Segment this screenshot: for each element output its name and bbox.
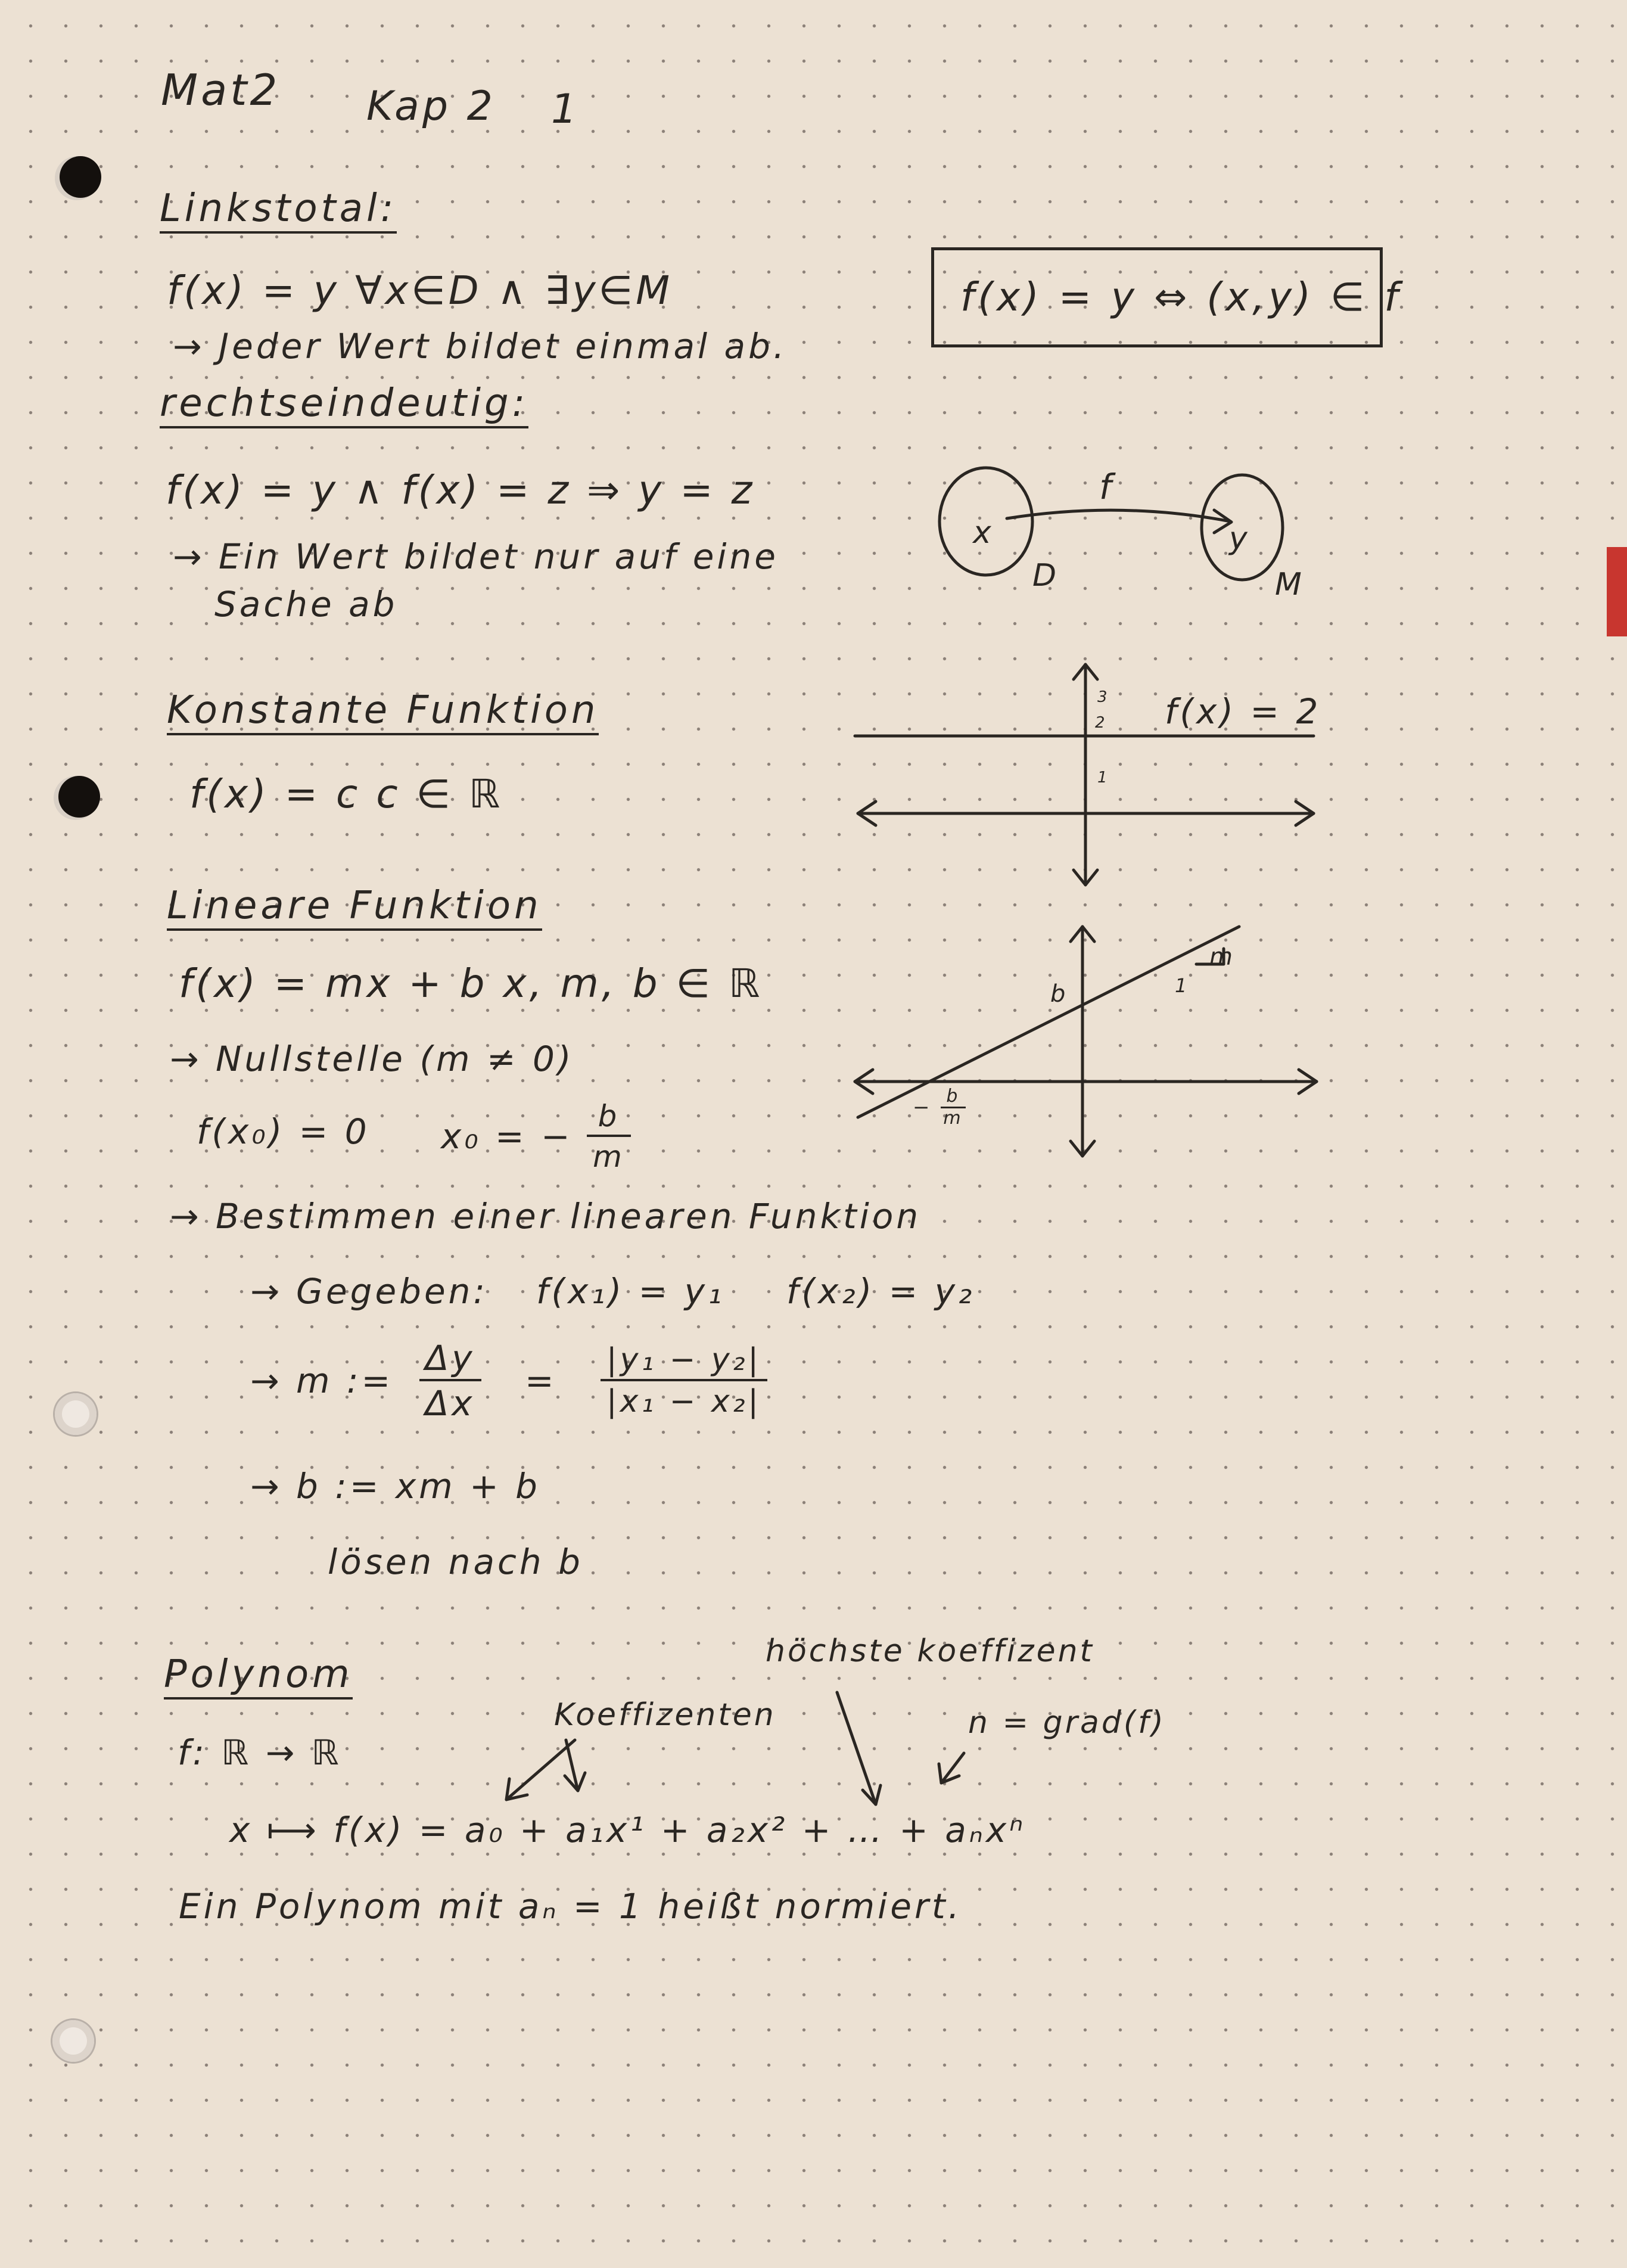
punch-hole <box>55 1393 97 1435</box>
linkstotal-note: → Jeder Wert bildet einmal ab. <box>173 326 788 366</box>
chapter-title: Kap 2 <box>366 83 496 130</box>
solve-for-b: lösen nach b <box>328 1542 583 1582</box>
graph-root-fraction <box>941 1088 965 1127</box>
tick-2: 2 <box>1095 714 1105 732</box>
slope-prefix: → m := <box>250 1360 394 1401</box>
slope-definition <box>250 1338 767 1424</box>
label-coefficients: Koeffizenten <box>554 1697 776 1733</box>
heading-konstante-funktion: Konstante Funktion <box>167 691 599 735</box>
index-tab <box>1607 547 1627 636</box>
punch-hole <box>52 2020 94 2062</box>
mapping-arrow-label: f <box>1099 467 1115 507</box>
domain-element: x <box>973 515 994 551</box>
root-fraction-denominator: m <box>593 1139 625 1174</box>
slope-denominator-abs: |x₁ − x₂| <box>606 1384 761 1419</box>
graph-root-denominator: m <box>943 1108 963 1129</box>
codomain-element: y <box>1229 521 1250 557</box>
label-leading-coefficient: höchste koeffizent <box>766 1633 1094 1669</box>
arrow-to-leading <box>837 1692 876 1804</box>
root-fraction-numerator: b <box>587 1101 631 1137</box>
page-number: 1 <box>551 86 580 133</box>
slope-denominator: Δx <box>425 1383 475 1424</box>
graph-root-label <box>913 1088 966 1127</box>
constant-graph-label: f(x) = 2 <box>1165 691 1321 732</box>
graph-intercept-label: b <box>1050 980 1068 1008</box>
graph-root-minus: − <box>913 1095 932 1120</box>
graph-slope-label: m <box>1209 943 1235 971</box>
graph-run-label: 1 <box>1175 974 1190 997</box>
label-degree: n = grad(f) <box>968 1705 1166 1741</box>
polynom-annotation-arrows <box>477 1669 1013 1847</box>
heading-lineare-funktion: Lineare Funktion <box>167 887 542 931</box>
slope-numerator-abs: |y₁ − y₂| <box>601 1344 767 1381</box>
intercept-definition: → b := xm + b <box>250 1466 540 1506</box>
polynom-mapping: f: ℝ → ℝ <box>178 1732 342 1773</box>
polynom-definition: x ⟼ f(x) = a₀ + a₁x¹ + a₂x² + … + aₙxⁿ <box>229 1810 1026 1850</box>
root-equation-left: f(x₀) = 0 <box>197 1111 370 1152</box>
slope-fraction <box>419 1338 481 1424</box>
given-point-1: f(x₁) = y₁ <box>536 1271 725 1312</box>
codomain-label: M <box>1275 567 1304 602</box>
heading-polynom: Polynom <box>164 1655 353 1700</box>
domain-label: D <box>1032 558 1059 594</box>
course-title: Mat2 <box>161 65 281 115</box>
linkstotal-formula: f(x) = y ∀x∈D ∧ ∃y∈M <box>167 268 673 313</box>
rechtseindeutig-note-line2: Sache ab <box>214 584 398 625</box>
graph-root-numerator: b <box>941 1088 965 1108</box>
heading-linkstotal: Linkstotal: <box>160 189 397 234</box>
konstante-formula: f(x) = c c ∈ ℝ <box>189 771 503 817</box>
linear-formula: f(x) = mx + b x, m, b ∈ ℝ <box>179 961 763 1006</box>
rechtseindeutig-note-line1: → Ein Wert bildet nur auf eine <box>173 536 779 577</box>
heading-rechtseindeutig: rechtseindeutig: <box>160 384 528 428</box>
root-fraction <box>587 1101 631 1172</box>
rechtseindeutig-formula: f(x) = y ∧ f(x) = z ⇒ y = z <box>166 467 755 513</box>
linear-function-graph <box>846 918 1323 1168</box>
nullstelle-heading: → Nullstelle (m ≠ 0) <box>170 1039 574 1079</box>
tick-1: 1 <box>1097 769 1108 787</box>
arrow-to-a0 <box>506 1740 575 1800</box>
given-prefix: → Gegeben: <box>250 1271 488 1312</box>
mapping-arrow <box>1007 510 1230 521</box>
punch-hole <box>58 776 100 818</box>
slope-equals: = <box>525 1360 557 1401</box>
root-equation-right <box>441 1101 631 1172</box>
determine-heading: → Bestimmen einer linearen Funktion <box>170 1196 922 1236</box>
polynom-normalized: Ein Polynom mit aₙ = 1 heißt normiert. <box>179 1886 962 1927</box>
boxed-definition: f(x) = y ⇔ (x,y) ∈ f <box>931 247 1383 347</box>
punch-hole <box>60 156 101 198</box>
slope-numerator: Δy <box>419 1341 481 1381</box>
tick-3: 3 <box>1097 688 1108 706</box>
slope-fraction-abs <box>601 1344 767 1417</box>
given-point-2: f(x₂) = y₂ <box>786 1271 975 1312</box>
root-equation-prefix: x₀ = − <box>441 1116 573 1157</box>
